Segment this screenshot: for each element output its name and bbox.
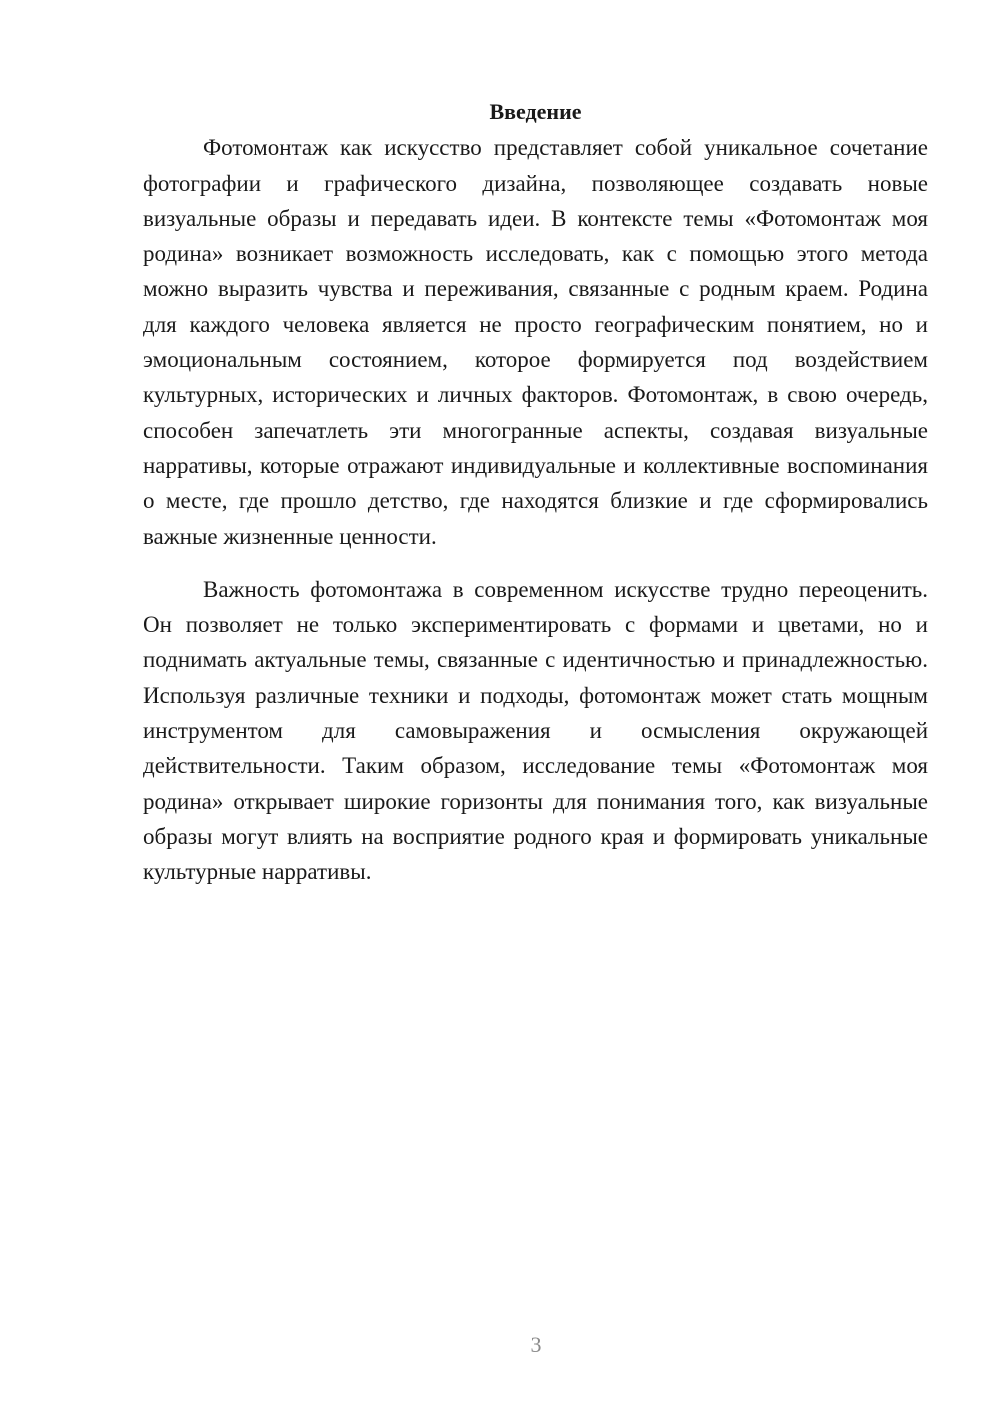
page-number: 3 [530,1332,542,1357]
paragraph-1: Фотомонтаж как искусство представляет собой уникальное сочетание фотографии и графического дизайна, позволяющее создавать новые визуальные образы и передавать идеи. В контексте темы «Фотомонтаж моя родина» возникает возможность исследовать, как с помощью этого метода можно выразить чувства и переживания, связанные с родным краем. Родина для каждого человека является не просто географическим понятием, но и эмоциональным состоянием, которое формируется под воздействием культурных, исторических и личных факторов. Фотомонтаж, в свою очередь, способен запечатлеть эти многогранные аспекты, создавая визуальные нарративы, которые отражают индивидуальные и коллективные воспоминания о месте, где прошло детство, где находятся близкие и где сформировались важные жизненные ценности. [143,135,928,549]
page-content [143,94,928,890]
section-title: Введение [489,99,582,124]
paragraph-2: Важность фотомонтажа в современном искусстве трудно переоценить. Он позволяет не только экспериментировать с формами и цветами, но и поднимать актуальные темы, связанные с идентичностью и принадлежностью. Используя различные техники и подходы, фотомонтаж может стать мощным инструментом для самовыражения и осмысления окружающей действительности. Таким образом, исследование темы «Фотомонтаж моя родина» открывает широкие горизонты для понимания того, как визуальные образы могут влиять на восприятие родного края и формировать уникальные культурные нарративы. [143,576,928,885]
